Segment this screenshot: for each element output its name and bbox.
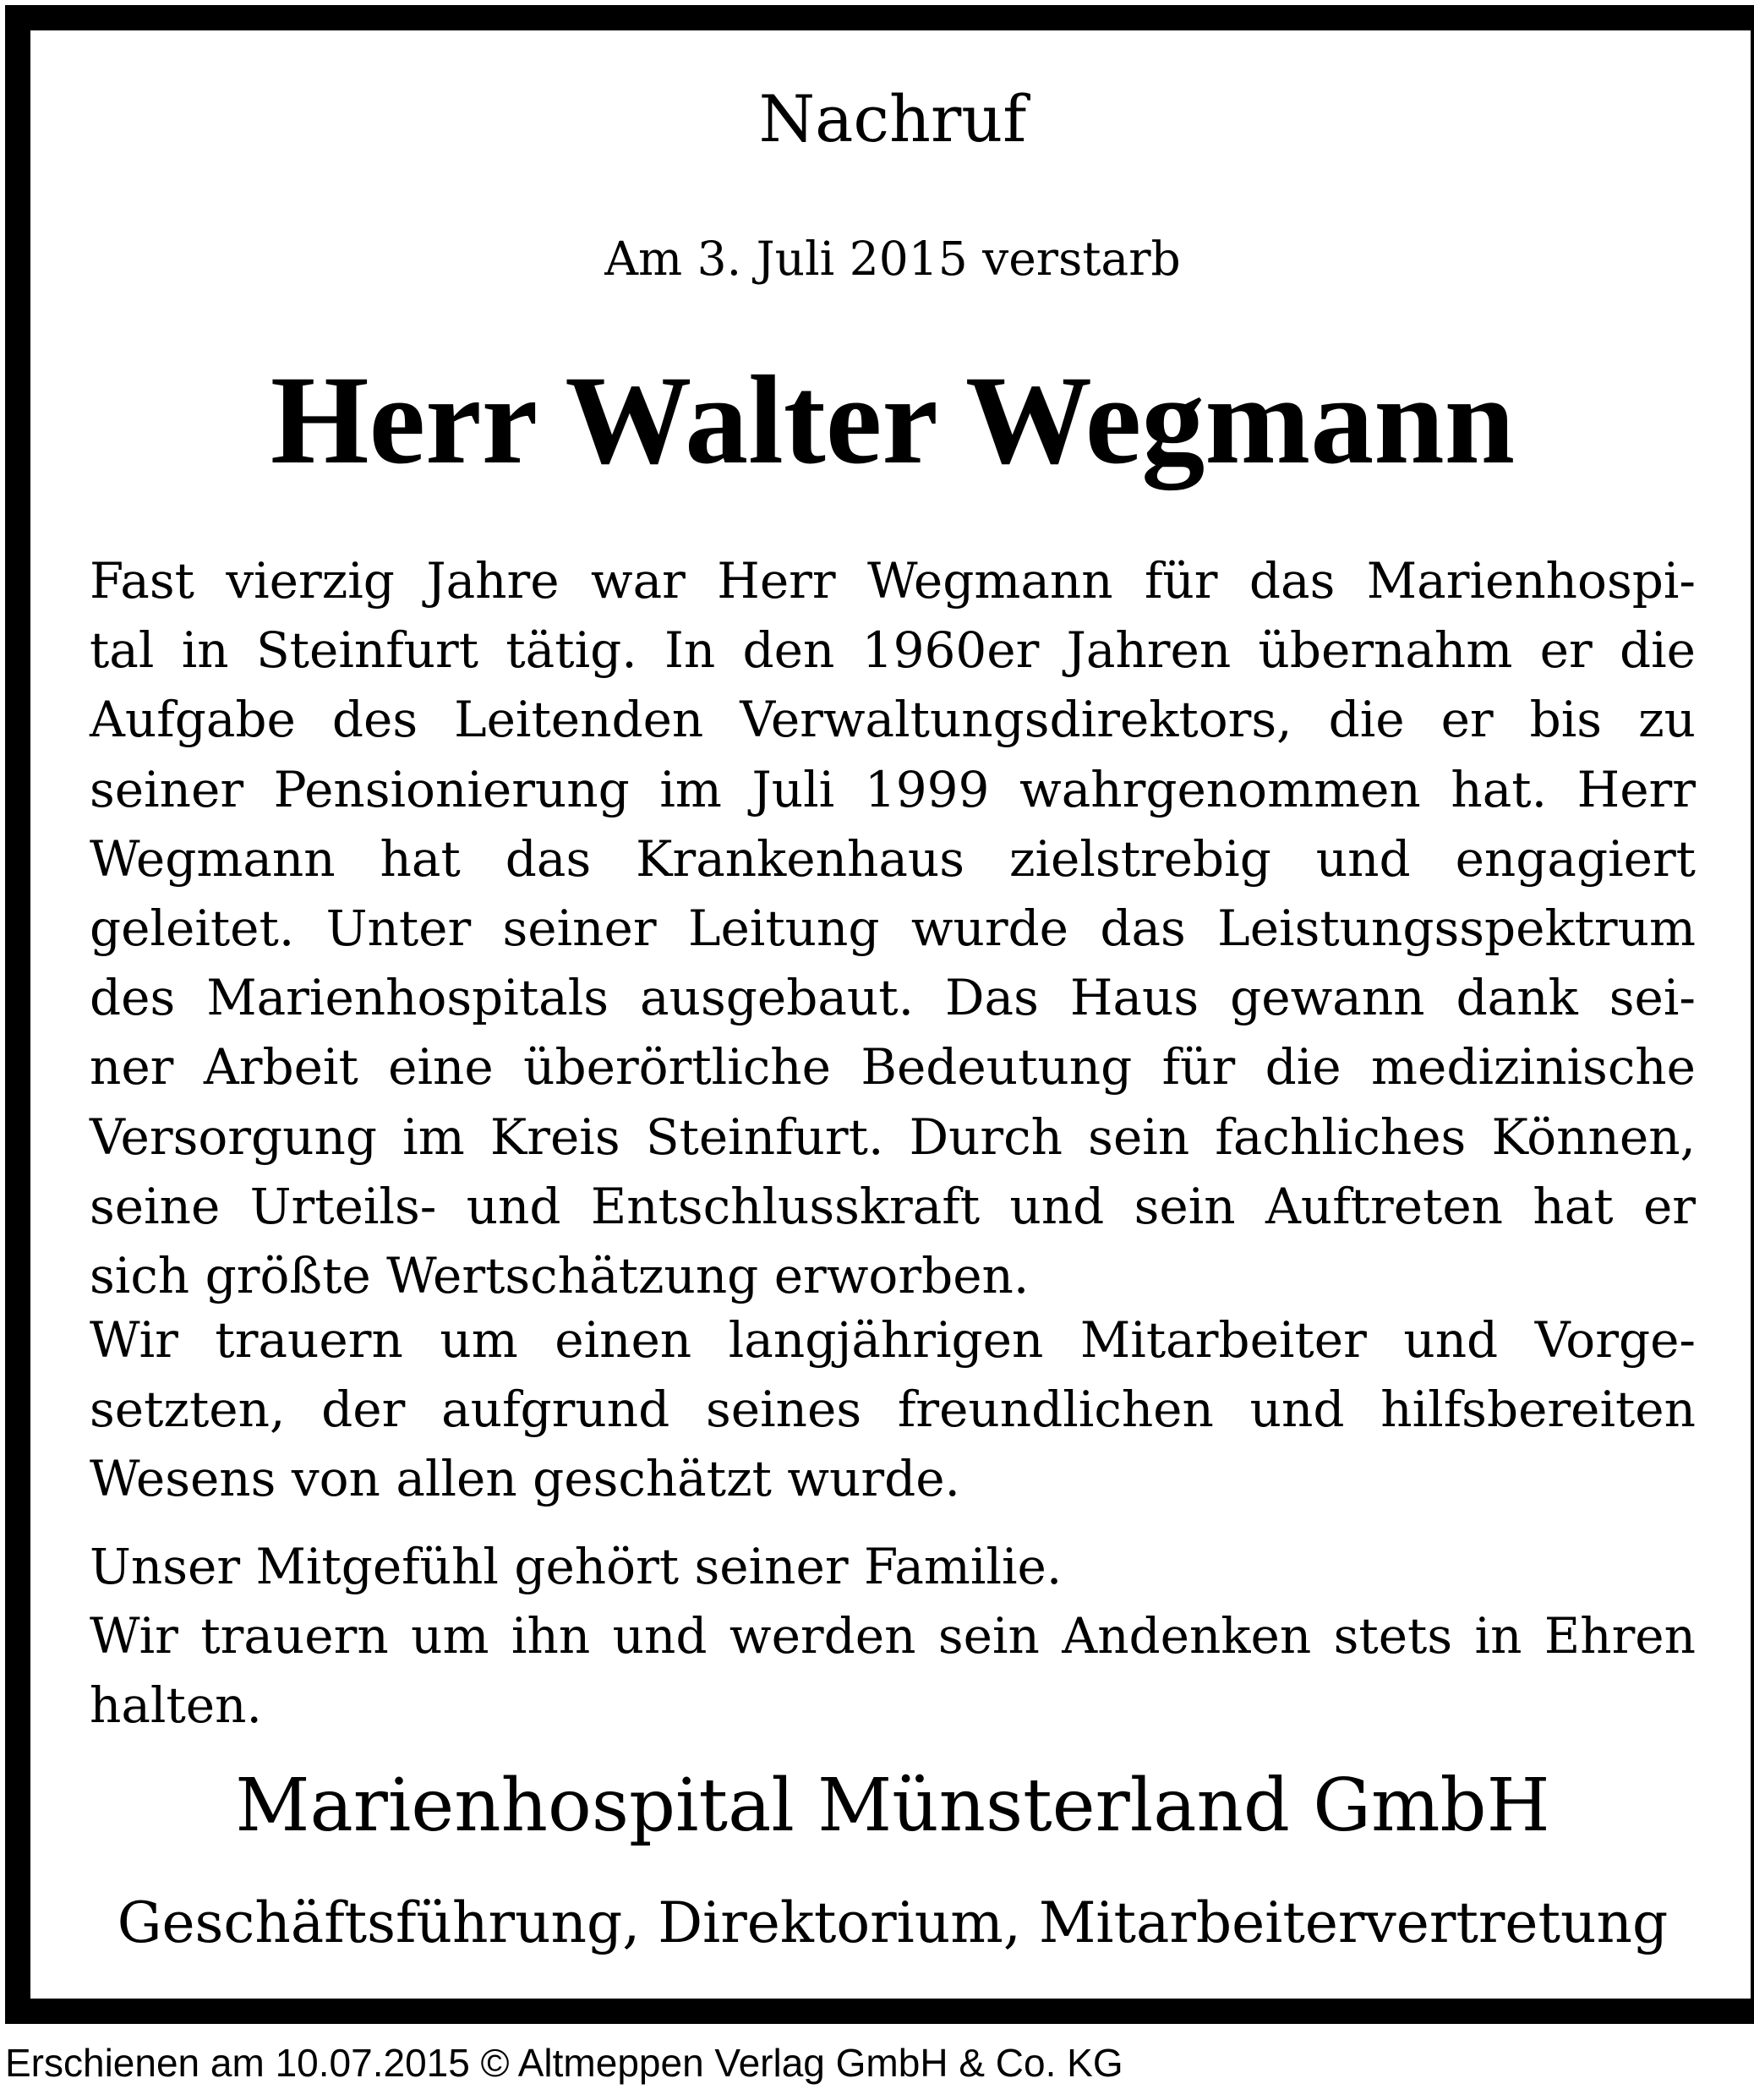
text-line: des Marienhospitals ausgebaut. Das Haus gewann dank sei-	[90, 969, 1696, 1027]
text-line: seiner Pensionierung im Juli 1999 wahrgenommen hat. Herr	[90, 760, 1696, 818]
text-line: ner Arbeit eine überörtliche Bedeutung für die medizinische	[90, 1038, 1696, 1096]
text-line: tal in Steinfurt tätig. In den 1960er Jahren übernahm er die	[90, 621, 1696, 680]
deceased-name: Herr Walter Wegmann	[270, 350, 1516, 490]
text-line: Wir trauern um einen langjährigen Mitarbeiter und Vorge-	[90, 1311, 1696, 1369]
text-line: Unser Mitgefühl gehört seiner Familie.	[90, 1538, 1063, 1595]
text-line: Fast vierzig Jahre war Herr Wegmann für das Marienhospi-	[90, 552, 1696, 610]
notice-title: Nachruf	[758, 81, 1027, 156]
text-line: Wesens von allen geschätzt wurde.	[90, 1450, 960, 1508]
death-date-line: Am 3. Juli 2015 verstarb	[604, 232, 1181, 286]
paragraph-condolence	[90, 1532, 1696, 1741]
text-line: setzten, der aufgrund seines freundlichen und hilfsbereiten	[90, 1381, 1696, 1439]
text-line: sich größte Wertschätzung erworben.	[90, 1247, 1030, 1305]
paragraph-mourning	[90, 1305, 1696, 1514]
text-line: Wir trauern um ihn und werden sein Andenken stets in Ehren	[90, 1607, 1696, 1665]
signature-departments: Geschäftsführung, Direktorium, Mitarbeitervertretung	[117, 1890, 1669, 1955]
text-line: Versorgung im Kreis Steinfurt. Durch sein fachliches Können,	[90, 1107, 1696, 1166]
obituary-frame	[5, 5, 1754, 2024]
text-line: seine Urteils- und Entschlusskraft und sein Auftreten hat er	[90, 1177, 1696, 1235]
signature-organization: Marienhospital Münsterland GmbH	[235, 1764, 1550, 1848]
paragraph-career	[90, 546, 1696, 1310]
text-line: Aufgabe des Leitenden Verwaltungsdirektors, die er bis zu	[90, 691, 1696, 749]
text-line: geleitet. Unter seiner Leitung wurde das Leistungsspektrum	[90, 900, 1696, 958]
text-line: Wegmann hat das Krankenhaus zielstrebig und engagiert	[90, 829, 1696, 888]
publication-footer: Erschienen am 10.07.2015 © Altmeppen Verlag GmbH & Co. KG	[5, 2041, 1123, 2085]
text-line: halten.	[90, 1676, 262, 1735]
